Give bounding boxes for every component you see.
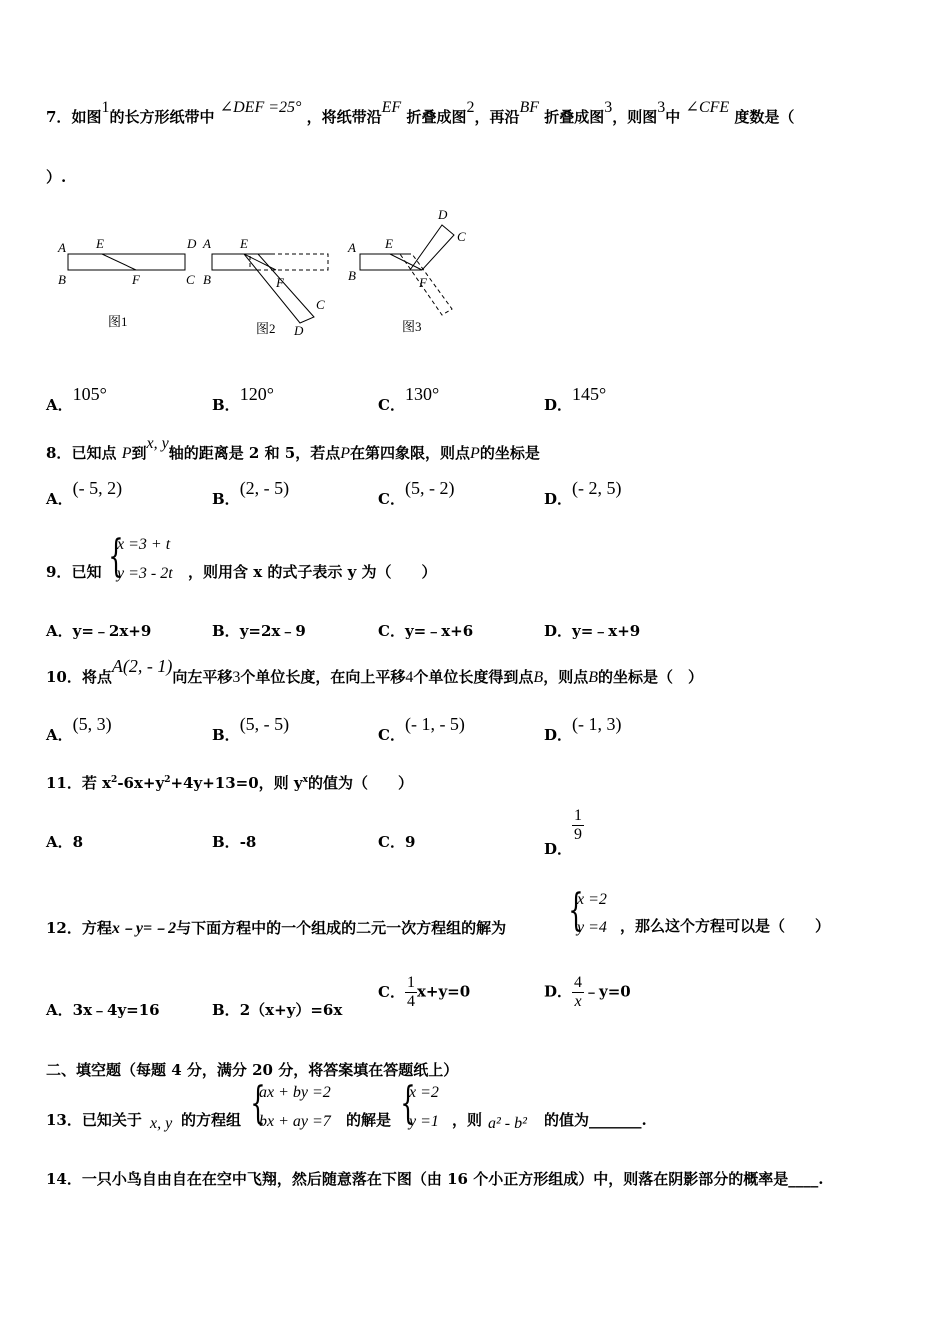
label-B1: B [58, 272, 66, 287]
q12-d-fraction: $\frac{4}{x}$ [574, 974, 583, 1010]
q13-brace2: { [400, 1078, 416, 1129]
question-7: 7．如图1的长方形纸带中 ∠DEF =25° ，将纸带沿EF 折叠成图2，再沿BF 折叠成图3，则图3中 ∠CFE 度数是（ [46, 99, 795, 126]
q11-d-fraction: $\frac{1}{9}$ [574, 807, 583, 843]
question-12-prefix: 12．方程x﹣y=﹣2与下面方程中的一个组成的二元一次方程组的解为 [46, 919, 507, 937]
label-C1: C [186, 272, 195, 287]
angle-cfe: ∠CFE [685, 99, 730, 116]
q12-option-b[interactable]: B．2（x+y）=6x [212, 1001, 343, 1019]
label-A2: A [203, 236, 211, 251]
q13-t5: 的值为_______. [544, 1111, 647, 1129]
question-14: 14．一只小鸟自由自在在空中飞翔，然后随意落在下图（由 16 个小正方形组成）中，则落在阴影部分的概率是____. [46, 1170, 824, 1188]
q13-s1: x =2 [409, 1084, 439, 1101]
q12-option-d[interactable]: D． $\frac{4}{x}$ ﹣y=0 [544, 974, 631, 1010]
q12-s1: x =2 [577, 891, 607, 908]
q10-option-c[interactable]: C．(- 1, - 5) [378, 714, 465, 744]
q13-e2: bx + ay =7 [259, 1113, 331, 1130]
q8-option-a[interactable]: A．(- 5, 2) [46, 478, 123, 508]
q9-option-a[interactable]: A．y=﹣2x+9 [46, 622, 152, 640]
label-C3: C [457, 229, 466, 244]
question-13-prefix: 13．已知关于 [46, 1111, 142, 1129]
q9-eq2: y =3 - 2t [117, 565, 173, 582]
fig2-caption: 图2 [256, 321, 276, 336]
q13-t2: 的方程组 [181, 1111, 242, 1129]
label-F2: F [276, 275, 284, 290]
q13-expr: a² - b² [488, 1115, 527, 1132]
q11-option-b[interactable]: B．-8 [212, 833, 257, 851]
q13-e1: ax + by =2 [259, 1084, 331, 1101]
q8-option-c[interactable]: C．(5, - 2) [378, 478, 455, 508]
q10-option-b[interactable]: B．(5, - 5) [212, 714, 290, 744]
fig1-caption: 图1 [108, 314, 128, 329]
q8-option-b[interactable]: B．(2, - 5) [212, 478, 290, 508]
label-B3: B [348, 268, 356, 283]
q8-option-d[interactable]: D．(- 2, 5) [544, 478, 622, 508]
q9-option-b[interactable]: B．y=2x﹣9 [212, 622, 306, 640]
question-11: 11．若 $x^2-6x+y^2+4y+13=0$，则 $y^x$的值为（ ） [46, 774, 413, 792]
q9-brace: { [108, 531, 124, 582]
label-D2: D [294, 323, 304, 338]
angle-def: ∠DEF =25° [219, 99, 302, 116]
label-B2: B [203, 272, 211, 287]
q12-option-c[interactable]: C． $\frac{1}{4}$ x+y=0 [378, 974, 471, 1010]
fig2-dashed [250, 254, 328, 270]
q13-brace1: { [250, 1078, 266, 1129]
fig3-up [410, 225, 454, 270]
label-A1: A [58, 240, 66, 255]
q9-option-c[interactable]: C．y=﹣x+6 [378, 622, 474, 640]
question-8: 8．已知点 P到x, y轴的距离是 2 和 5，若点P在第四象限，则点P的坐标是 [46, 435, 540, 462]
q7-option-d[interactable]: D．145° [544, 384, 607, 414]
q13-t3: 的解是 [346, 1111, 392, 1129]
q11-option-c[interactable]: C．9 [378, 833, 416, 851]
label-E2: E [240, 236, 248, 251]
q7-option-c[interactable]: C．130° [378, 384, 440, 414]
question-12-suffix: ，那么这个方程可以是（ ） [620, 917, 831, 935]
q10-option-d[interactable]: D．(- 1, 3) [544, 714, 622, 744]
fig1-fold-line [102, 254, 136, 270]
section-2-heading: 二、填空题（每题 4 分，满分 20 分，将答案填在答题纸上） [46, 1061, 459, 1079]
q10-option-a[interactable]: A．(5, 3) [46, 714, 112, 744]
question-10: 10．将点A(2, - 1)向左平移3个单位长度，在向上平移4个单位长度得到点B，则点B的坐标是（ ） [46, 656, 704, 686]
label-C2: C [316, 297, 325, 312]
question-9-prefix: 9．已知 [46, 563, 102, 581]
q12-option-a[interactable]: A．3x﹣4y=16 [46, 1001, 160, 1019]
q13-t4: ，则 [452, 1111, 483, 1129]
q11-option-d[interactable]: D． $\frac{1}{9}$ [544, 807, 583, 858]
q9-option-d[interactable]: D．y=﹣x+9 [544, 622, 641, 640]
label-F1: F [132, 272, 140, 287]
label-A3: A [348, 240, 356, 255]
question-7-tail: ）. [46, 168, 67, 186]
label-D1: D [187, 236, 197, 251]
q13-s2: y =1 [409, 1113, 439, 1130]
q13-xy: x, y [150, 1115, 173, 1132]
label-E3: E [385, 236, 393, 251]
fig3-caption: 图3 [402, 319, 422, 334]
q12-s2: y =4 [577, 919, 607, 936]
q7-option-a[interactable]: A．105° [46, 384, 107, 414]
q7-option-b[interactable]: B．120° [212, 384, 274, 414]
label-F3: F [419, 275, 427, 290]
label-D3: D [438, 207, 448, 222]
question-9-suffix: ，则用含 x 的式子表示 y 为（ ） [188, 563, 437, 581]
folding-figures [50, 205, 550, 345]
q9-eq1: x =3 + t [117, 536, 171, 553]
q12-c-fraction: $\frac{1}{4}$ [406, 974, 415, 1010]
fig1-strip [68, 254, 185, 270]
q11-option-a[interactable]: A．8 [46, 833, 84, 851]
fig3-strip [360, 254, 410, 270]
q12-brace: { [568, 885, 584, 936]
label-E1: E [96, 236, 104, 251]
